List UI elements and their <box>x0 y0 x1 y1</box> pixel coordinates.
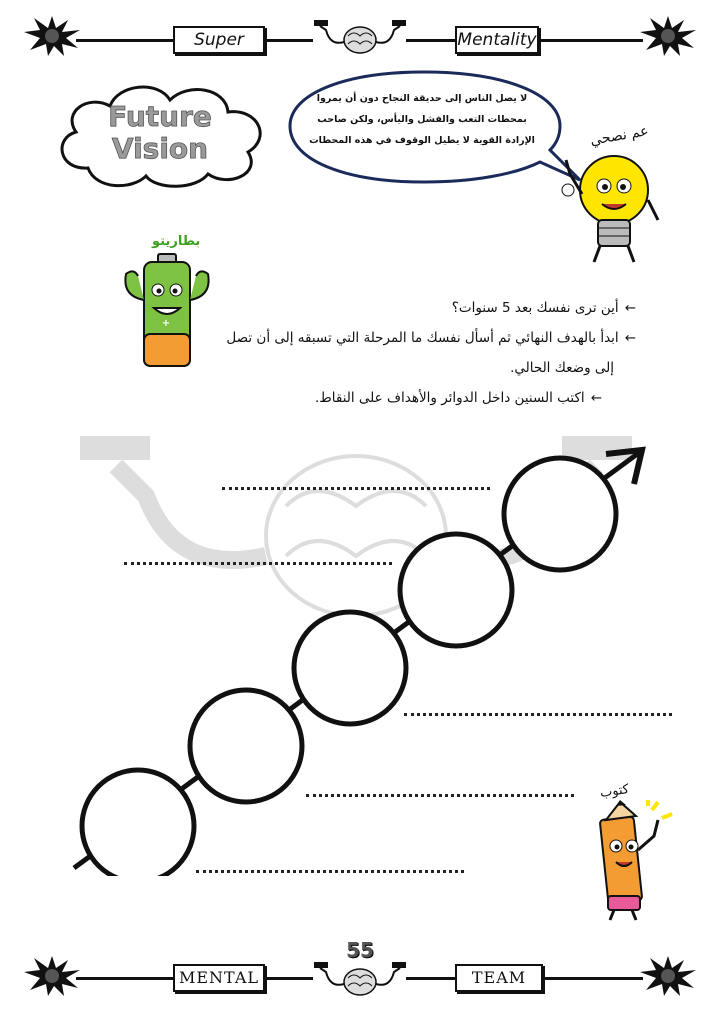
page-number: 55 <box>346 938 374 962</box>
year-circle-2[interactable] <box>190 690 302 802</box>
starburst-icon <box>638 14 698 58</box>
instruction-item: ←اكتب السنين داخل الدوائر والأهداف على النقاط. <box>314 390 602 406</box>
title-line-2: Vision <box>111 132 209 165</box>
starburst-icon <box>22 954 82 998</box>
lightbulb-character-icon <box>560 150 670 268</box>
instructions-list <box>216 293 636 413</box>
goal-steps-diagram <box>60 436 660 876</box>
year-circle-1[interactable] <box>82 770 194 876</box>
battery-character-label: بطاريتو <box>152 234 201 249</box>
starburst-icon <box>638 954 698 998</box>
title-line-1: Future <box>108 100 212 133</box>
pencil-character-label: كتوب <box>599 782 630 801</box>
year-circle-5[interactable] <box>504 458 616 570</box>
goal-line-3[interactable] <box>404 713 672 716</box>
goal-line-1[interactable] <box>196 870 464 873</box>
year-circle-3[interactable] <box>294 612 406 724</box>
arrow-left-icon: ← <box>624 330 636 346</box>
arrow-left-icon: ← <box>590 390 602 406</box>
instruction-item: ←أين ترى نفسك بعد 5 سنوات؟ <box>451 300 636 316</box>
header-tag-super: Super <box>173 26 265 54</box>
bulb-character-label: عم نصحي <box>589 123 650 149</box>
battery-character-icon <box>118 250 214 372</box>
footer-tag-team: TEAM <box>455 964 543 992</box>
year-circle-4[interactable] <box>400 534 512 646</box>
speech-bubble-text: لا يصل الناس إلى حديقة النجاح دون أن يمروا بمحطات التعب والفشل واليأس، ولكن صاحب الإرادة القوية لا يطيل الوقوف في هذه المحطات <box>309 93 535 146</box>
goal-line-5[interactable] <box>222 487 490 490</box>
muscle-brain-icon <box>312 14 408 64</box>
instruction-item: ←ابدأ بالهدف النهائي ثم أسأل نفسك ما المرحلة التي تسبقه إلى أن تصل <box>226 330 636 346</box>
title-cloud <box>48 78 272 192</box>
footer-tag-mental: MENTAL <box>173 964 265 992</box>
goal-line-2[interactable] <box>306 794 574 797</box>
arrow-left-icon: ← <box>624 300 636 316</box>
muscle-brain-icon <box>312 952 408 1002</box>
svg-text:+: + <box>161 318 171 329</box>
header-tag-mentality: Mentality <box>455 26 539 54</box>
goal-line-4[interactable] <box>124 562 392 565</box>
pencil-character-icon <box>592 800 676 922</box>
starburst-icon <box>22 14 82 58</box>
instruction-item: إلى وضعك الحالي. <box>510 360 614 376</box>
